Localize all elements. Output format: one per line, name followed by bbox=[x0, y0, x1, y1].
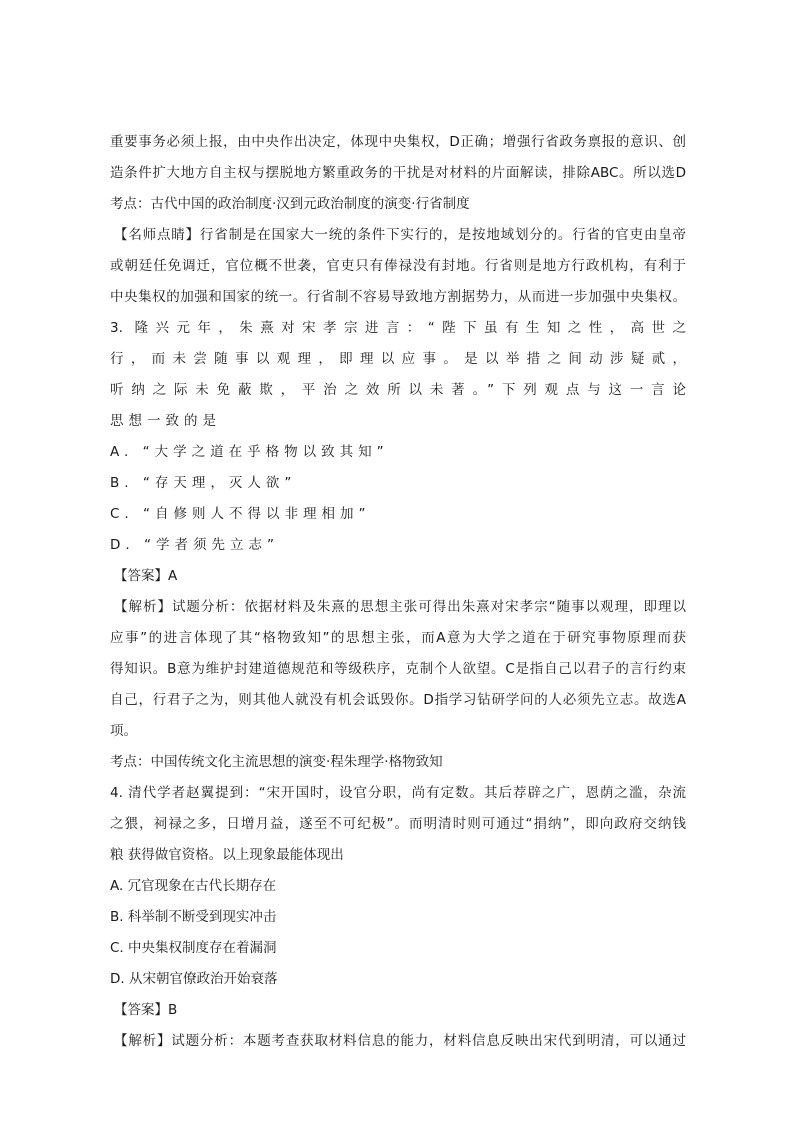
question-3-option-c: C. “自修则人不得以非理相加” bbox=[110, 506, 371, 522]
question-3-analysis: 自己，行君子之为，则其他人就没有机会诋毁你。D指学习钻研学问的人必须先立志。故选A bbox=[110, 692, 686, 708]
question-3-answer: 【答案】A bbox=[114, 568, 178, 584]
question-3-stem: 行，而未尝随事以观理，即理以应事。是以举措之间动涉疑贰， bbox=[110, 351, 686, 367]
question-4-option-b: B. 科举制不断受到现实冲击 bbox=[110, 909, 277, 925]
question-4-answer: 【答案】B bbox=[114, 1002, 178, 1018]
highlight-note-line: 【名师点睛】行省制是在国家大一统的条件下实行的，是按地域划分的。行省的官吏由皇帝 bbox=[114, 227, 686, 243]
question-4-option-a: A. 冗官现象在古代长期存在 bbox=[110, 878, 277, 894]
text-line: 中央集权的加强和国家的统一。行省制不容易导致地方割据势力，从而进一步加强中央集权。 bbox=[110, 289, 686, 305]
question-4-analysis: 【解析】试题分析：本题考查获取材料信息的能力，材料信息反映出宋代到明清，可以通过 bbox=[114, 1033, 686, 1049]
text-line: 或朝廷任免调迁，官位概不世袭，官吏只有俸禄没有封地。行省则是地方行政机构，有利于 bbox=[110, 258, 686, 274]
question-3-analysis: 应事”的进言体现了其“格物致知”的思想主张，而A意为大学之道在于研究事物原理而获 bbox=[110, 630, 686, 646]
question-3-option-d: D. “学者须先立志” bbox=[110, 537, 279, 553]
question-3-topic: 考点：中国传统文化主流思想的演变·程朱理学·格物致知 bbox=[110, 754, 443, 770]
text-line: 考点：古代中国的政治制度·汉到元政治制度的演变·行省制度 bbox=[110, 196, 470, 212]
question-3-analysis: 得知识。B意为维护封建道德规范和等级秩序，克制个人欲望。C是指自己以君子的言行约束 bbox=[110, 661, 686, 677]
question-4-stem: 之猥，祠禄之多，日增月益，遂至不可纪极”。而明清时则可通过“捐纳”，即向政府交纳钱 bbox=[110, 816, 686, 832]
question-4-stem: 4. 清代学者赵翼提到：“宋开国时，设官分职，尚有定数。其后荐辟之广，恩荫之滥，杂流 bbox=[110, 785, 686, 801]
text-line: 重要事务必须上报，由中央作出决定，体现中央集权，D正确；增强行省政务禀报的意识、创 bbox=[110, 134, 686, 150]
question-3-stem: 思想一致的是 bbox=[110, 413, 221, 429]
text-line: 造条件扩大地方自主权与摆脱地方繁重政务的干扰是对材料的片面解读，排除ABC。所以选D bbox=[110, 165, 686, 181]
question-3-analysis: 项。 bbox=[110, 723, 137, 739]
question-3-stem: 3. 隆兴元年，朱熹对宋孝宗进言：“陛下虽有生知之性，高世之 bbox=[110, 320, 686, 336]
question-3-option-b: B. “存天理，灭人欲” bbox=[110, 475, 297, 491]
question-3-stem: 听纳之际未免蔽欺，平治之效所以未著。”下列观点与这一言论 bbox=[110, 382, 686, 398]
question-4-option-c: C. 中央集权制度存在着漏洞 bbox=[110, 940, 277, 956]
question-4-stem: 粮 获得做官资格。以上现象最能体现出 bbox=[110, 847, 344, 863]
question-3-analysis: 【解析】试题分析：依据材料及朱熹的思想主张可得出朱熹对宋孝宗“随事以观理，即理以 bbox=[114, 599, 686, 615]
question-4-option-d: D. 从宋朝官僚政治开始衰落 bbox=[110, 971, 278, 987]
question-3-option-a: A. “大学之道在乎格物以致其知” bbox=[110, 444, 389, 460]
